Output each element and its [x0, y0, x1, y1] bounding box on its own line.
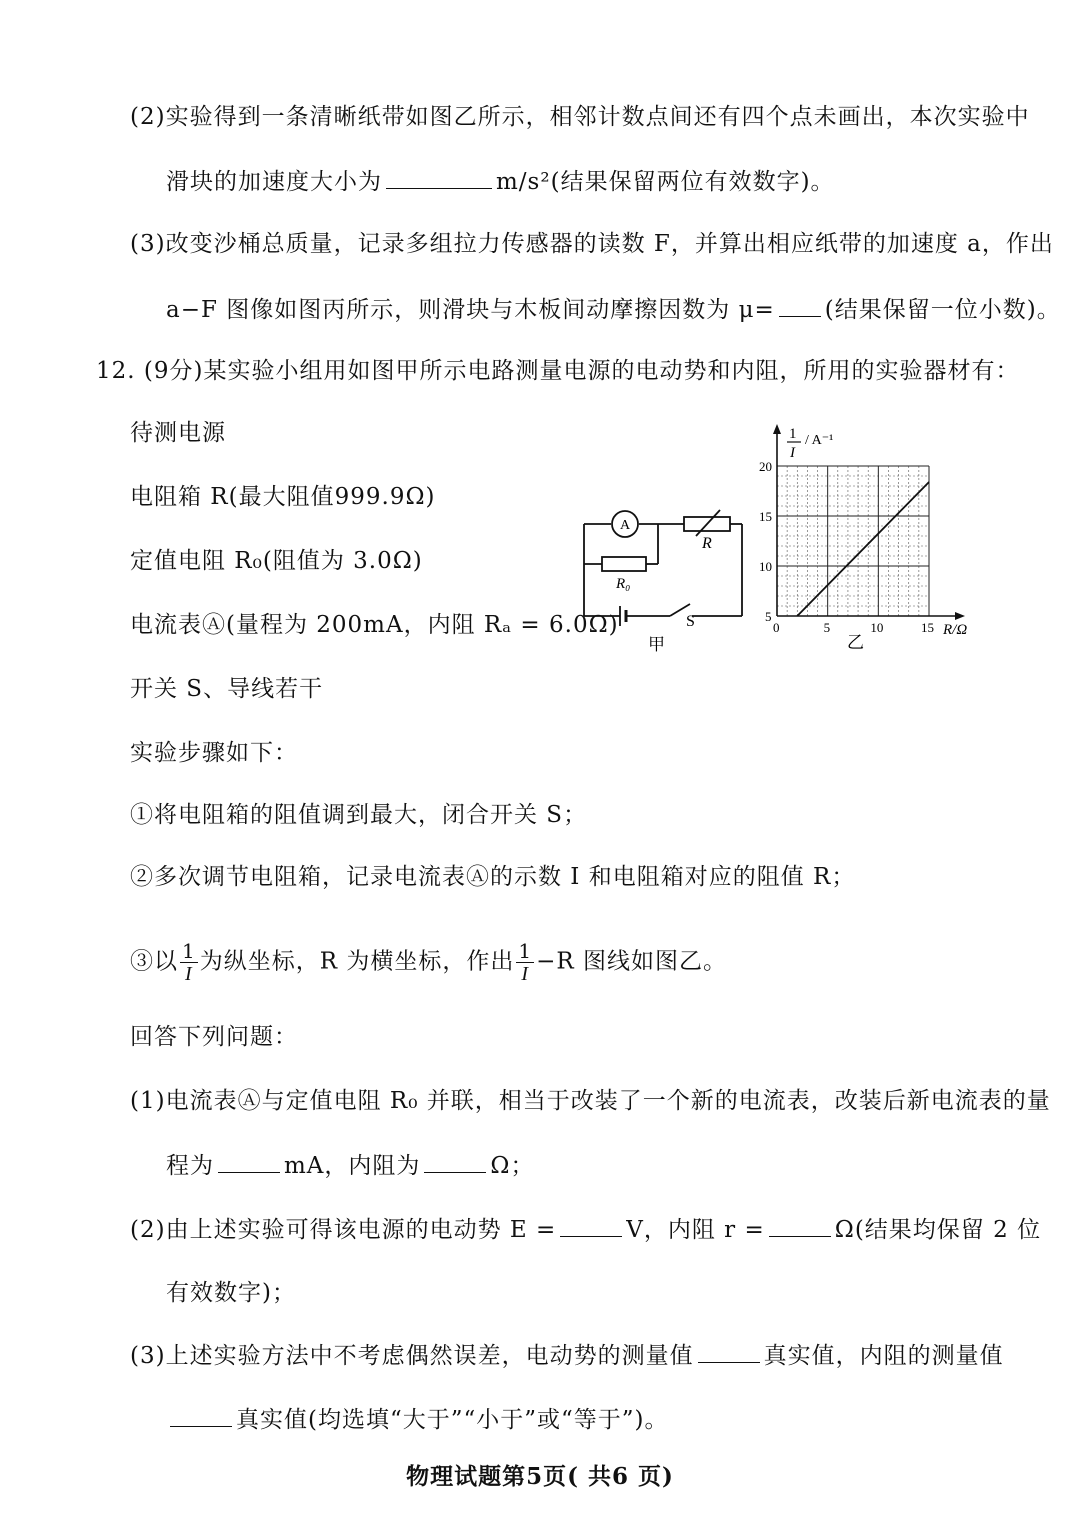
page-footer: 物理试题第5页( 共6 页) — [406, 1463, 674, 1490]
equipment-item: 电流表Ⓐ(量程为 200mA，内阻 Rₐ = 6.0Ω) — [130, 612, 619, 638]
text: (2)由上述实验可得该电源的电动势 E = — [130, 1217, 557, 1243]
text: (3)上述实验方法中不考虑偶然误差，电动势的测量值 — [130, 1343, 694, 1369]
xlabel: R/Ω — [943, 622, 968, 638]
answer-blank[interactable] — [560, 1214, 622, 1237]
q11-part2-line1: (2)实验得到一条清晰纸带如图乙所示，相邻计数点间还有四个点未画出，本次实验中 — [130, 104, 1030, 130]
graph-caption: 乙 — [847, 633, 864, 652]
text: Ω； — [490, 1153, 535, 1179]
q12-part3-line2 — [166, 1404, 669, 1435]
answer-blank[interactable] — [386, 166, 492, 189]
text: V，内阻 r = — [626, 1217, 765, 1243]
answer-blank[interactable] — [698, 1340, 760, 1363]
text: mA，内阻为 — [284, 1153, 421, 1179]
text: 程为 — [166, 1153, 214, 1179]
ylabel-unit: / A⁻¹ — [805, 433, 834, 448]
q11-part3-line1: (3)改变沙桶总质量，记录多组拉力传感器的读数 F，并算出相应纸带的加速度 a，作出 — [130, 231, 1054, 257]
x-tick-label: 0 — [773, 620, 780, 635]
equipment-item: 定值电阻 R₀(阻值为 3.0Ω) — [130, 548, 423, 574]
fraction-1-over-I: $\frac{1}{I}$ — [518, 939, 533, 985]
r0-resistor-icon — [602, 557, 646, 571]
graph-1-over-I-vs-R — [755, 420, 985, 660]
fraction-1-over-I: $\frac{1}{I}$ — [182, 939, 196, 985]
ylabel-num: 1 — [789, 426, 797, 442]
equipment-item: 电阻箱 R(最大阻值999.9Ω) — [130, 484, 436, 510]
steps-title: 实验步骤如下： — [130, 740, 298, 766]
unit-text: m/s² — [496, 169, 551, 195]
equipment-item: 开关 S、导线若干 — [130, 676, 324, 702]
q12-part1-line1: (1)电流表Ⓐ与定值电阻 R₀ 并联，相当于改装了一个新的电流表，改装后新电流表的量 — [130, 1088, 1051, 1114]
answer-blank[interactable] — [170, 1404, 232, 1427]
y-tick-label: 20 — [759, 459, 772, 474]
answer-blank[interactable] — [769, 1214, 831, 1237]
text: 真实值(均选填“大于”“小于”或“等于”)。 — [236, 1407, 669, 1433]
q11-part2-note: (结果保留两位有效数字)。 — [550, 169, 835, 195]
step-1: ①将电阻箱的阻值调到最大，闭合开关 S； — [130, 802, 588, 828]
q11-part2-text: 滑块的加速度大小为 — [166, 169, 382, 195]
x-axis-arrow — [955, 612, 965, 620]
x-tick-label: 10 — [870, 620, 884, 635]
q12-part2-line2: 有效数字)； — [166, 1280, 296, 1306]
y-axis-arrow — [773, 424, 781, 434]
q12-header: 12. (9分)某实验小组用如图甲所示电路测量电源的电动势和内阻，所用的实验器材有： — [96, 358, 1020, 384]
circuit-caption: 甲 — [648, 635, 665, 654]
text: Ω(结果均保留 2 位 — [834, 1217, 1042, 1243]
x-tick-label: 5 — [823, 620, 831, 635]
rbox-label: R — [702, 535, 712, 552]
q12-part2-line1 — [130, 1214, 1041, 1245]
y-tick-label: 10 — [759, 559, 772, 574]
y-tick-label: 15 — [759, 509, 772, 524]
answer-blank[interactable] — [779, 294, 821, 317]
q11-part2-line2 — [166, 166, 835, 197]
x-tick-label: 15 — [921, 620, 934, 635]
equipment-item: 待测电源 — [130, 420, 226, 446]
y-tick-label: 5 — [765, 609, 772, 624]
q11-part3-line2 — [166, 294, 1061, 325]
step-2: ②多次调节电阻箱，记录电流表Ⓐ的示数 I 和电阻箱对应的阻值 R； — [130, 864, 856, 890]
answer-blank[interactable] — [218, 1150, 280, 1173]
step-3-text: −R 图线如图乙。 — [536, 948, 728, 975]
ylabel-den: I — [790, 445, 795, 461]
answer-title: 回答下列问题： — [130, 1024, 298, 1050]
q12-part1-line2 — [166, 1150, 535, 1181]
q12-part3-line1 — [130, 1340, 1004, 1371]
answer-blank[interactable] — [424, 1150, 486, 1173]
ammeter-label: A — [620, 518, 631, 533]
step-3-text: 为纵坐标，R 为横坐标，作出 — [199, 948, 515, 975]
circuit-diagram — [578, 500, 758, 660]
q11-part3-note: (结果保留一位小数)。 — [824, 297, 1061, 323]
switch-label: S — [686, 613, 695, 630]
q11-part3-text: a−F 图像如图丙所示，则滑块与木板间动摩擦因数为 μ= — [166, 297, 775, 323]
r0-label: R₀ — [616, 576, 631, 592]
step-3-text: ③以 — [130, 948, 178, 975]
step-3 — [130, 940, 727, 985]
text: 真实值，内阻的测量值 — [763, 1343, 1004, 1369]
